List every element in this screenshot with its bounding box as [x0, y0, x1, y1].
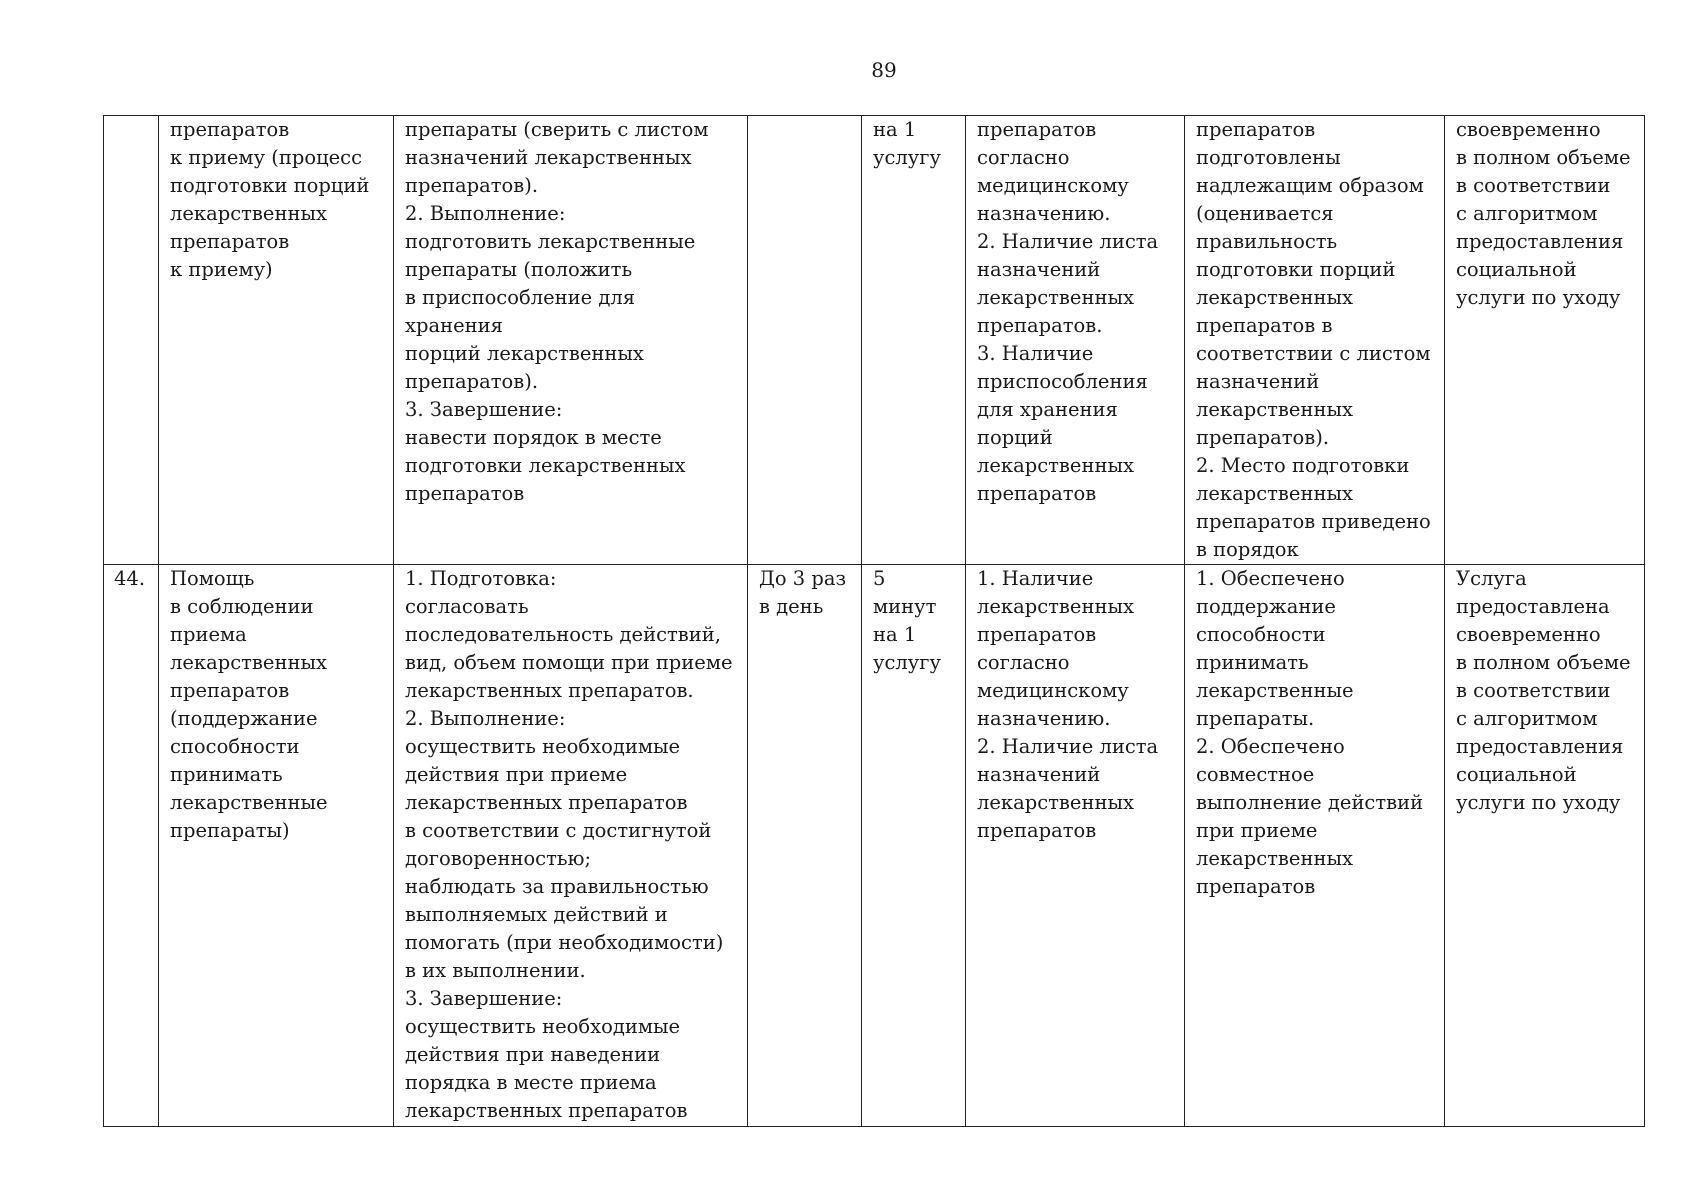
assessment-cell	[1445, 565, 1645, 1127]
service-content: 1. Подготовка: согласовать последовательность действий, вид, объем помощи при приеме лекарственных препаратов. 2. Выполнение: осуществить необходимые действия при приеме лекарственных препаратов в соответствии с достигнутой договоренностью; наблюдать за правильностью выполняемых действий и помогать (при необходимости) в их выполнении. 3. Завершение: осуществить необходимые действия при наведении порядка в месте приема лекарственных препаратов	[405, 567, 733, 1122]
frequency-cell	[748, 116, 862, 565]
results-cell	[1185, 116, 1445, 565]
time-cell	[862, 116, 966, 565]
conditions: препаратов согласно медицинскому назначению. 2. Наличие листа назначений лекарственных препаратов. 3. Наличие приспособления для хранения порций лекарственных препаратов	[977, 118, 1159, 505]
conditions: 1. Наличие лекарственных препаратов согласно медицинскому назначению. 2. Наличие листа назначений лекарственных препаратов	[977, 567, 1159, 842]
results-cell	[1185, 565, 1445, 1127]
frequency-cell	[748, 565, 862, 1127]
service-name-cell	[159, 565, 394, 1127]
page-number: 89	[871, 58, 897, 82]
table-row	[104, 116, 1645, 565]
service-name: препаратов к приему (процесс подготовки порций лекарственных препаратов к приему)	[170, 118, 370, 281]
services-table	[103, 115, 1645, 1127]
time-cell	[862, 565, 966, 1127]
service-content-cell	[394, 565, 748, 1127]
row-number: 44.	[114, 567, 146, 590]
table-row	[104, 565, 1645, 1127]
frequency: До 3 раз в день	[759, 567, 847, 618]
service-name: Помощь в соблюдении приема лекарственных препаратов (поддержание способности принимать лекарственные препараты)	[170, 567, 328, 842]
time-norm: на 1 услугу	[873, 118, 941, 169]
conditions-cell	[966, 116, 1185, 565]
assessment: своевременно в полном объеме в соответствии с алгоритмом предоставления социальной услуги по уходу	[1456, 118, 1631, 309]
conditions-cell	[966, 565, 1185, 1127]
row-number-cell	[104, 565, 159, 1127]
results: препаратов подготовлены надлежащим образом (оценивается правильность подготовки порций лекарственных препаратов в соответствии с листом назначений лекарственных препаратов). 2. Место подготовки лекарственных препаратов приведено в порядок	[1196, 118, 1431, 561]
time-norm: 5 минут на 1 услугу	[873, 567, 941, 674]
assessment: Услуга предоставлена своевременно в полном объеме в соответствии с алгоритмом предоставления социальной услуги по уходу	[1456, 567, 1631, 814]
service-content-cell	[394, 116, 748, 565]
row-number-cell	[104, 116, 159, 565]
assessment-cell	[1445, 116, 1645, 565]
service-name-cell	[159, 116, 394, 565]
results: 1. Обеспечено поддержание способности принимать лекарственные препараты. 2. Обеспечено совместное выполнение действий при приеме лекарственных препаратов	[1196, 567, 1424, 898]
service-content: препараты (сверить с листом назначений лекарственных препаратов). 2. Выполнение: подготовить лекарственные препараты (положить в приспособление для хранения порций лекарственных препаратов). 3. Завершение: навести порядок в месте подготовки лекарственных препаратов	[405, 118, 709, 505]
